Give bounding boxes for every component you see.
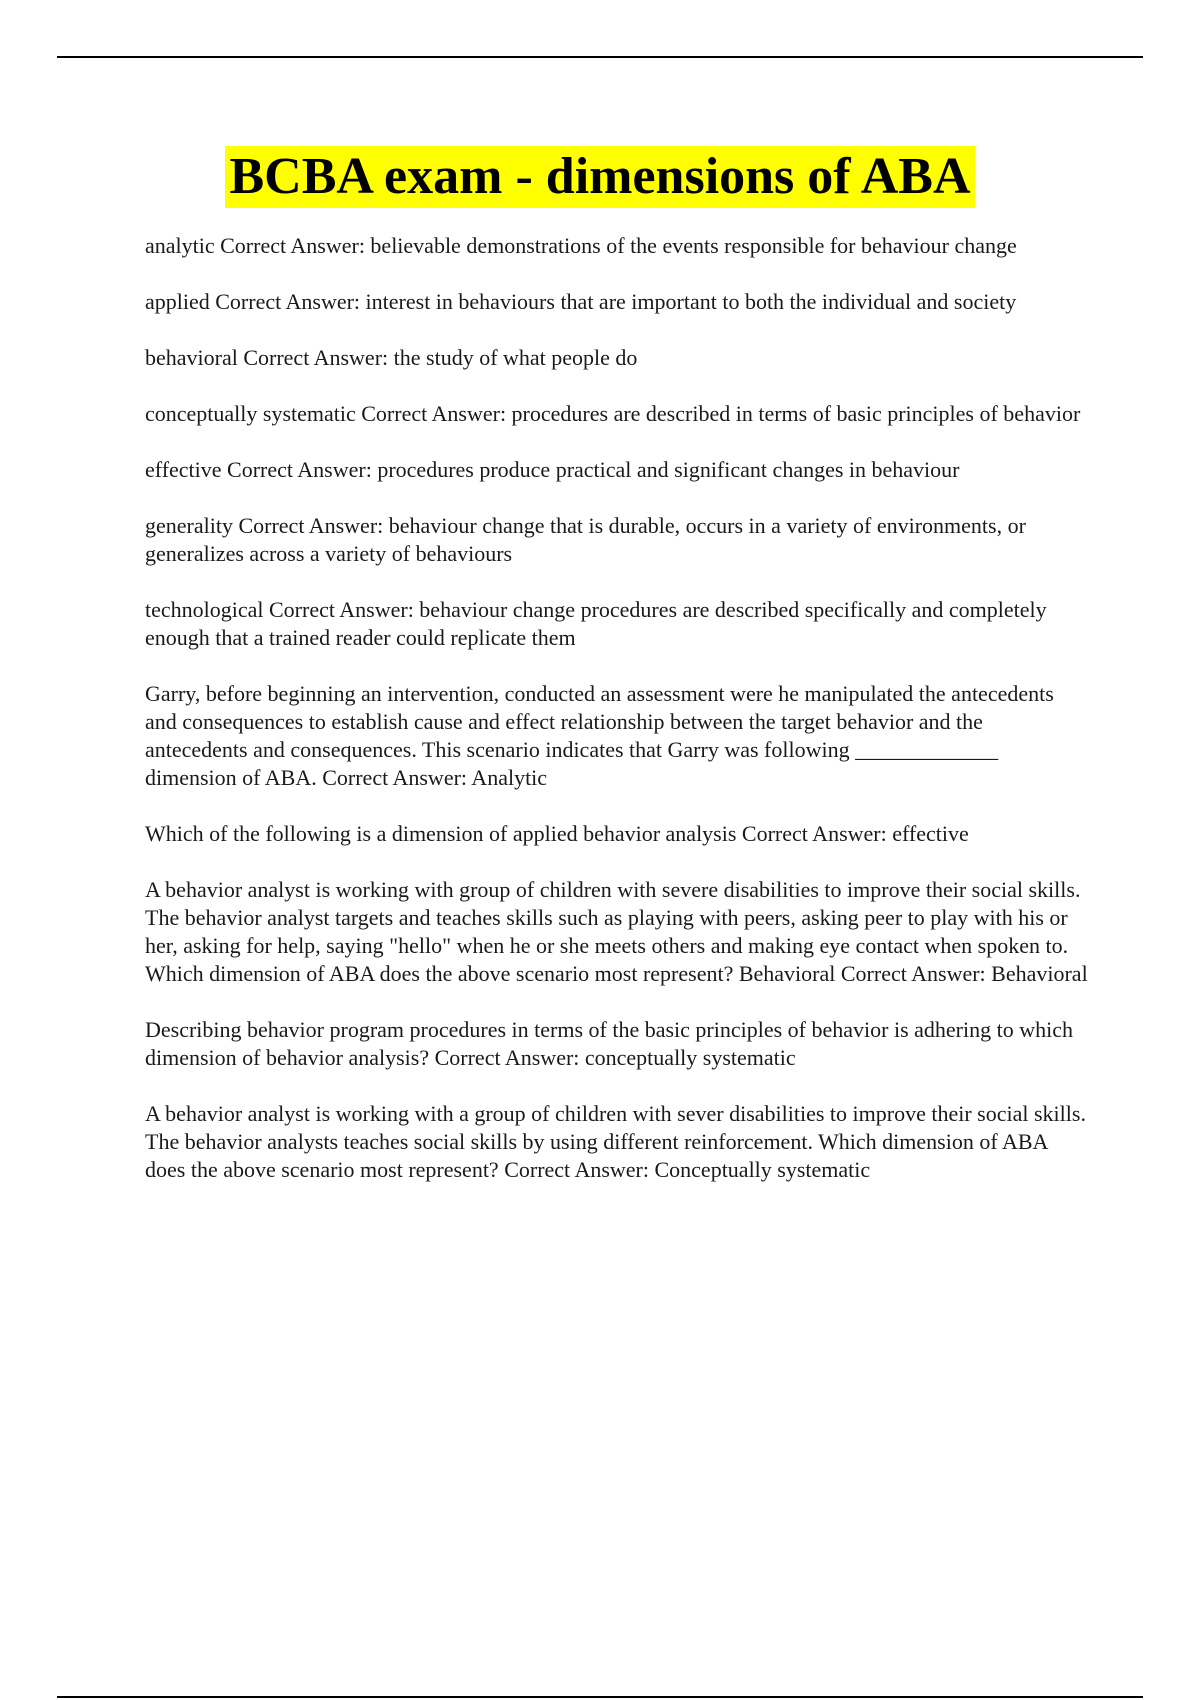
entry-social-skills-scenario: A behavior analyst is working with group of children with severe disabilities to improve their social skills. The behavior analyst targets and teaches skills such as playing with peers, asking peer to play with his or her, asking for help, saying "hello" when he or she meets others and making eye contact when spoken to. Which dimension of ABA does the above scenario most represent? Behavioral Correct Answer: Behavioral [145, 877, 1088, 986]
entry-analytic: analytic Correct Answer: believable demonstrations of the events responsible for behaviour change [145, 233, 1017, 258]
top-rule [57, 56, 1143, 58]
entry-conceptually-systematic: conceptually systematic Correct Answer: procedures are described in terms of basic principles of behavior [145, 401, 1081, 426]
page-title: BCBA exam - dimensions of ABA [225, 146, 974, 208]
entry-applied: applied Correct Answer: interest in behaviours that are important to both the individual and society [145, 289, 1017, 314]
bottom-rule [57, 1696, 1143, 1698]
entry-behavioral: behavioral Correct Answer: the study of what people do [145, 345, 638, 370]
document-body [145, 232, 1090, 1212]
entry-technological: technological Correct Answer: behaviour change procedures are described specifically and completely enough that a trained reader could replicate them [145, 597, 1047, 650]
entry-dimension-question: Which of the following is a dimension of applied behavior analysis Correct Answer: effective [145, 821, 969, 846]
entry-generality: generality Correct Answer: behaviour change that is durable, occurs in a variety of environments, or generalizes across a variety of behaviours [145, 513, 1026, 566]
entry-garry-scenario: Garry, before beginning an intervention, conducted an assessment were he manipulated the antecedents and consequences to establish cause and effect relationship between the target behavior and the antecedents and consequences. This scenario indicates that Garry was following _____________ dimension of ABA. Correct Answer: Analytic [145, 681, 1054, 790]
title-container [0, 146, 1200, 208]
entry-describing-procedures: Describing behavior program procedures in terms of the basic principles of behavior is adhering to which dimension of behavior analysis? Correct Answer: conceptually systematic [145, 1017, 1073, 1070]
entry-reinforcement-scenario: A behavior analyst is working with a group of children with sever disabilities to improve their social skills. The behavior analysts teaches social skills by using different reinforcement. Which dimension of ABA does the above scenario most represent? Correct Answer: Conceptually systematic [145, 1101, 1086, 1182]
entry-effective: effective Correct Answer: procedures produce practical and significant changes in behaviour [145, 457, 960, 482]
